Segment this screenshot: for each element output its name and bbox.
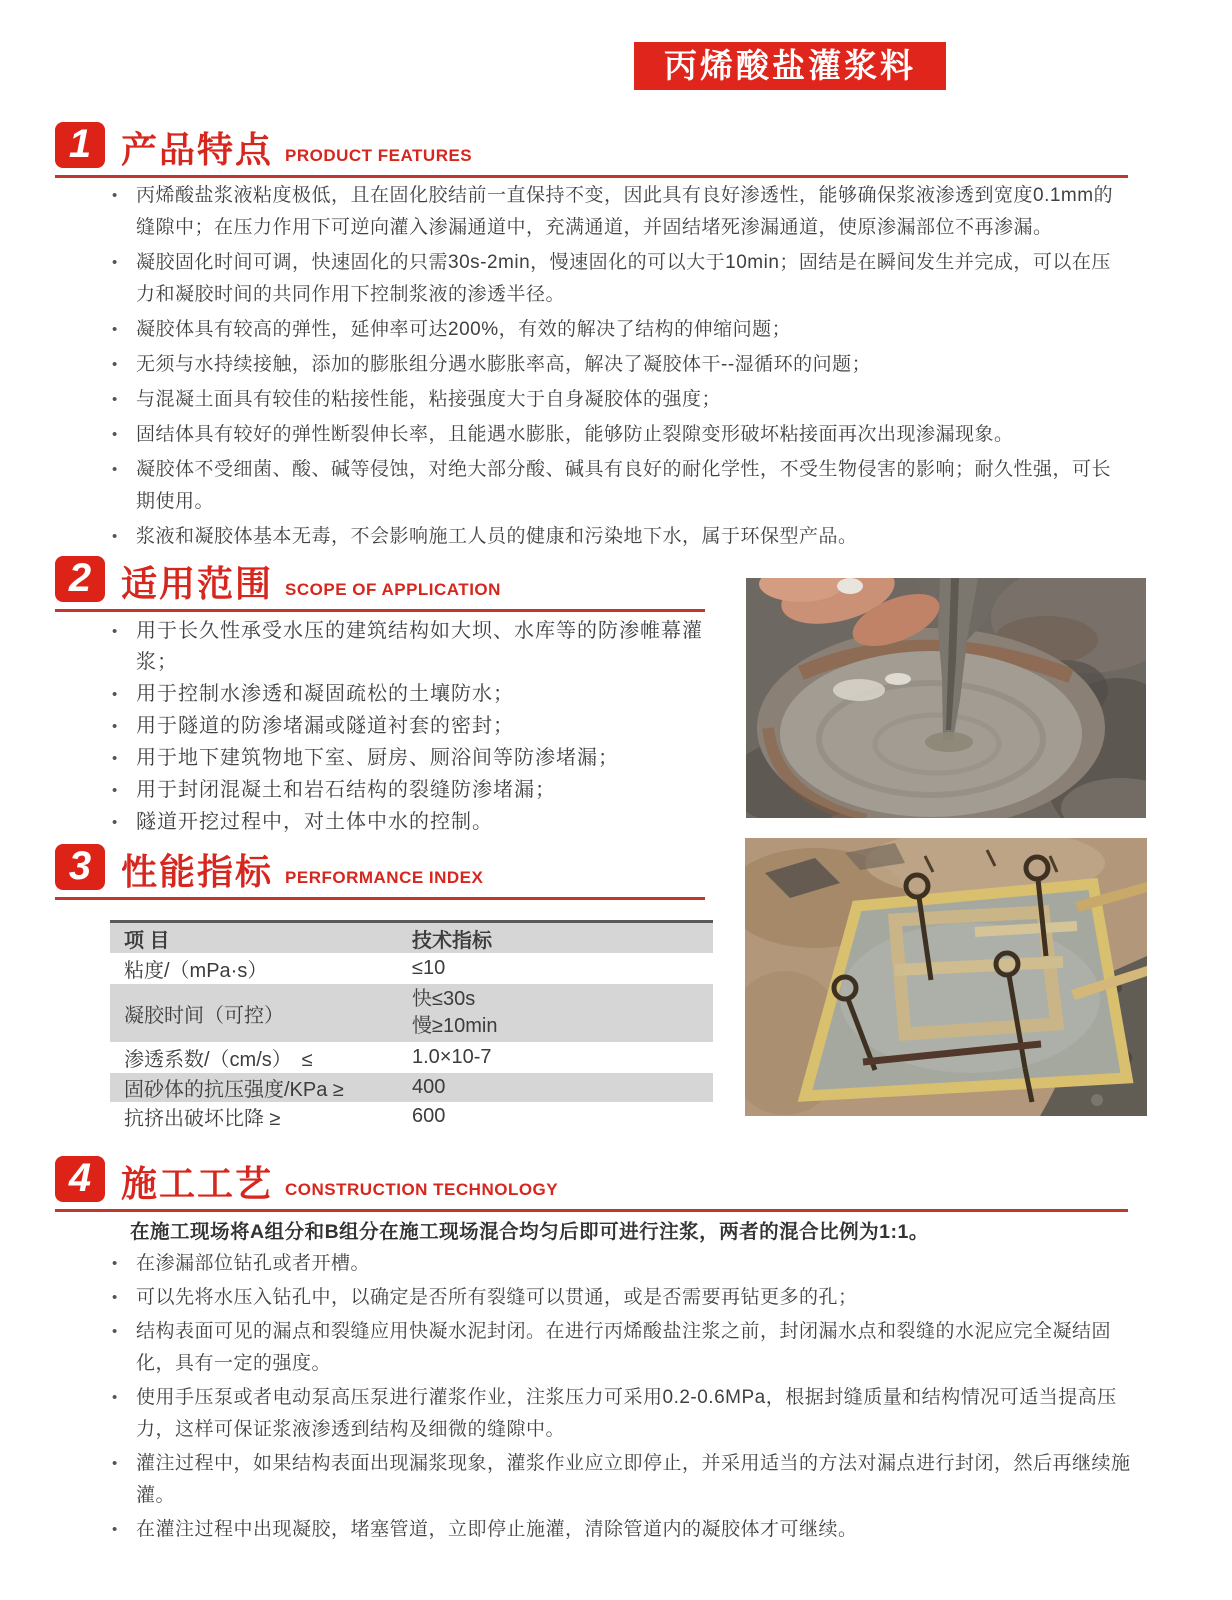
list-item	[108, 384, 1130, 416]
row-value: 600	[412, 1105, 446, 1127]
bullet-dot: •	[112, 391, 118, 408]
list-item	[108, 775, 733, 806]
section1-number-badge: 1	[55, 122, 105, 168]
section4-intro-text: 在施工现场将A组分和B组分在施工现场混合均匀后即可进行注浆，两者的混合比例为1:1。	[130, 1221, 929, 1243]
row-label: 粘度/（mPa·s）	[124, 960, 268, 982]
section2-bullet-list	[108, 616, 733, 839]
bullet-text: 用于隧道的防渗堵漏或隧道衬套的密封；	[136, 715, 514, 737]
bullet-text: 使用手压泵或者电动泵高压泵进行灌浆作业，注浆压力可采用0.2-0.6MPa，根据封缝质量和结构情况可适当提高压力，这样可保证浆液渗透到结构及细微的缝隙中。	[136, 1387, 1117, 1440]
bullet-text: 用于封闭混凝土和岩石结构的裂缝防渗堵漏；	[136, 779, 556, 801]
list-item	[108, 743, 733, 774]
list-item	[108, 454, 1130, 518]
column-header: 技术指标	[412, 929, 492, 952]
list-item	[108, 1248, 1134, 1280]
bullet-dot: •	[112, 461, 118, 478]
bullet-text: 可以先将水压入钻孔中，以确定是否所有裂缝可以贯通，或是否需要再钻更多的孔；	[136, 1287, 858, 1308]
section3-number-badge: 3	[55, 844, 105, 890]
row-value-line1: 快≤30s	[412, 988, 476, 1010]
section4-title-zh: 施工工艺	[121, 1163, 274, 1204]
section4-number-badge: 4	[55, 1156, 105, 1202]
section2-header	[55, 556, 705, 612]
bullet-dot: •	[112, 814, 119, 831]
bullet-text: 结构表面可见的漏点和裂缝应用快凝水泥封闭。在进行丙烯酸盐注浆之前，封闭漏水点和裂缝的水泥应完全凝结固化，具有一定的强度。	[136, 1321, 1112, 1374]
bullet-dot: •	[112, 1323, 118, 1340]
section2-number-badge: 2	[55, 556, 105, 602]
list-item	[108, 1448, 1134, 1512]
section3-title-en: PERFORMANCE INDEX	[285, 868, 484, 887]
bullet-dot: •	[112, 254, 118, 271]
bullet-dot: •	[112, 1255, 118, 1272]
list-item	[108, 521, 1130, 553]
list-item	[108, 711, 733, 742]
list-item	[108, 349, 1130, 381]
list-item	[108, 180, 1130, 244]
section4-bullet-list	[108, 1248, 1134, 1548]
table-row	[110, 1042, 713, 1073]
bullet-dot: •	[112, 426, 118, 443]
row-label: 渗透系数/（cm/s） ≤	[124, 1049, 313, 1071]
section4-header	[55, 1156, 1128, 1212]
bullet-text: 固结体具有较好的弹性断裂伸长率，且能遇水膨胀，能够防止裂隙变形破坏粘接面再次出现渗漏现象。	[136, 424, 1014, 445]
section3-title-zh: 性能指标	[121, 851, 274, 892]
bullet-text: 灌注过程中，如果结构表面出现漏浆现象，灌浆作业应立即停止，并采用适当的方法对漏点进行封闭，然后再继续施灌。	[136, 1453, 1131, 1506]
grout-mixing-illustration	[746, 578, 1146, 818]
list-item	[108, 679, 733, 710]
section2-title-en: SCOPE OF APPLICATION	[285, 580, 501, 599]
table-row	[110, 1102, 713, 1131]
list-item	[108, 247, 1130, 311]
section1-title-en: PRODUCT FEATURES	[285, 146, 473, 165]
table-header-row	[110, 923, 713, 953]
bullet-dot: •	[112, 623, 119, 640]
bullet-text: 丙烯酸盐浆液粘度极低，且在固化胶结前一直保持不变，因此具有良好渗透性，能够确保浆液渗透到宽度0.1mm的缝隙中；在压力作用下可逆向灌入渗漏通道中，充满通道，并固结堵死渗漏通道，使原渗漏部位不再渗漏。	[136, 185, 1114, 238]
list-item	[108, 1282, 1134, 1314]
section4-title-en: CONSTRUCTION TECHNOLOGY	[285, 1180, 559, 1199]
section1-bullet-list	[108, 180, 1130, 556]
list-item	[108, 1382, 1134, 1446]
formwork-grouting-photo	[745, 838, 1147, 1116]
table-row	[110, 984, 713, 1042]
row-value: ≤10	[412, 957, 446, 979]
row-value	[412, 986, 713, 1040]
grout-mixing-photo	[746, 578, 1146, 818]
bullet-dot: •	[112, 1289, 118, 1306]
section2-title-zh: 适用范围	[121, 563, 274, 604]
bullet-text: 凝胶体具有较高的弹性，延伸率可达200%，有效的解决了结构的伸缩问题；	[136, 319, 792, 340]
bullet-text: 用于控制水渗透和凝固疏松的土壤防水；	[136, 683, 514, 705]
bullet-dot: •	[112, 528, 118, 545]
bullet-dot: •	[112, 686, 119, 703]
list-item	[108, 1316, 1134, 1380]
row-label: 凝胶时间（可控）	[124, 1004, 284, 1027]
row-label: 抗挤出破坏比降 ≥	[124, 1108, 281, 1130]
bullet-dot: •	[112, 1389, 118, 1406]
bullet-text: 用于地下建筑物地下室、厨房、厕浴间等防渗堵漏；	[136, 747, 619, 769]
row-value: 1.0×10-7	[412, 1046, 492, 1068]
bullet-dot: •	[112, 1521, 118, 1538]
table-row	[110, 1073, 713, 1102]
bullet-dot: •	[112, 782, 119, 799]
bullet-text: 浆液和凝胶体基本无毒，不会影响施工人员的健康和污染地下水，属于环保型产品。	[136, 526, 858, 547]
bullet-text: 无须与水持续接触，添加的膨胀组分遇水膨胀率高，解决了凝胶体干--湿循环的问题；	[136, 354, 872, 375]
bullet-text: 在灌注过程中出现凝胶，堵塞管道，立即停止施灌，清除管道内的凝胶体才可继续。	[136, 1519, 858, 1540]
bullet-text: 凝胶体不受细菌、酸、碱等侵蚀，对绝大部分酸、碱具有良好的耐化学性，不受生物侵害的影响；耐久性强，可长期使用。	[136, 459, 1112, 512]
section1-header	[55, 122, 1128, 178]
row-label: 固砂体的抗压强度/KPa ≥	[124, 1079, 344, 1101]
section1-title-zh: 产品特点	[121, 129, 274, 170]
row-value: 400	[412, 1076, 446, 1098]
section3-header	[55, 844, 705, 900]
bullet-text: 隧道开挖过程中，对土体中水的控制。	[136, 811, 493, 833]
bullet-dot: •	[112, 750, 119, 767]
performance-index-table	[110, 920, 713, 1131]
row-value-line2: 慢≥10min	[412, 1015, 498, 1037]
product-title-banner: 丙烯酸盐灌浆料	[634, 42, 946, 90]
bullet-dot: •	[112, 321, 118, 338]
column-header: 项 目	[124, 929, 170, 952]
table-row	[110, 953, 713, 984]
list-item	[108, 616, 733, 678]
list-item	[108, 419, 1130, 451]
list-item	[108, 807, 733, 838]
bullet-dot: •	[112, 356, 118, 373]
list-item	[108, 314, 1130, 346]
bullet-dot: •	[112, 187, 118, 204]
formwork-grouting-illustration	[745, 838, 1147, 1116]
list-item	[108, 1514, 1134, 1546]
bullet-text: 凝胶固化时间可调，快速固化的只需30s-2min，慢速固化的可以大于10min；固结是在瞬间发生并完成，可以在压力和凝胶时间的共同作用下控制浆液的渗透半径。	[136, 252, 1111, 305]
bullet-text: 在渗漏部位钻孔或者开槽。	[136, 1253, 371, 1274]
bullet-text: 用于长久性承受水压的建筑结构如大坝、水库等的防渗帷幕灌浆；	[136, 620, 703, 673]
bullet-dot: •	[112, 718, 119, 735]
bullet-text: 与混凝土面具有较佳的粘接性能，粘接强度大于自身凝胶体的强度；	[136, 389, 722, 410]
bullet-dot: •	[112, 1455, 118, 1472]
